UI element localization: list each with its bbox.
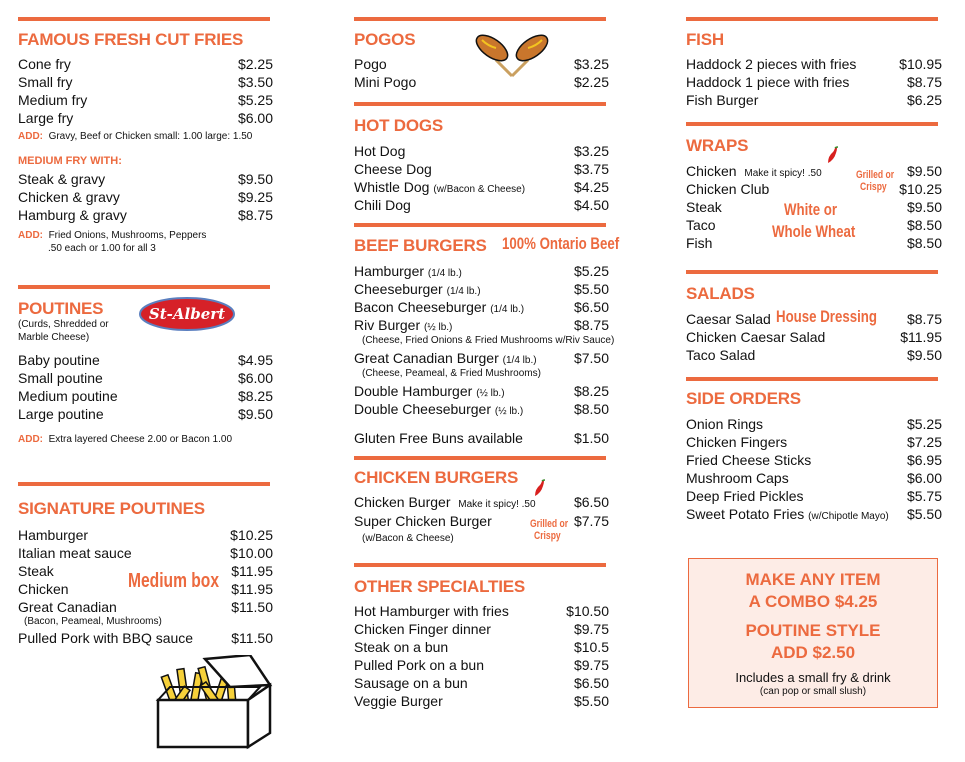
divider [686,17,938,21]
grilled-or-crispy-label: Crispy [860,181,887,193]
section-title-fries: FAMOUS FRESH CUT FRIES [18,30,244,49]
divider [18,482,270,486]
section-title-fish: FISH [686,30,724,49]
house-dressing-label: House Dressing [776,307,877,326]
white-or-wheat-label: White or [784,200,838,219]
section-title-chicken: CHICKEN BURGERS [354,468,519,487]
combo-includes: Includes a small fry & drink [735,670,891,685]
section-title-salads: SALADS [686,284,755,303]
grilled-or-crispy-label: Grilled or [530,518,569,530]
grilled-or-crispy-label: Grilled or [856,169,895,181]
divider [686,270,938,274]
divider [686,122,938,126]
item-desc: (Bacon, Peameal, Mushrooms) [24,616,162,627]
chili-pepper-icon [826,146,840,164]
section-title-signature: SIGNATURE POUTINES [18,499,205,518]
poutine-desc: (Curds, Shredded or [18,319,109,330]
divider [354,17,606,21]
pogo-icon [472,30,552,78]
item-desc: (Cheese, Peameal, & Fried Mushrooms) [362,368,541,379]
divider [18,17,270,21]
item-desc: (w/Bacon & Cheese) [362,533,454,544]
add-note: ADD: Gravy, Beef or Chicken small: 1.00 large: 1.50 [18,131,253,142]
divider [686,377,938,381]
fries-box-icon [150,655,275,750]
ontario-beef-tag: 100% Ontario Beef [502,234,620,253]
add-note: ADD: Extra layered Cheese 2.00 or Bacon 1.00 [18,434,233,445]
st-albert-logo-text: St-Albert [148,305,226,323]
section-title-sides: SIDE ORDERS [686,389,801,408]
section-title-beef: BEEF BURGERS [354,236,487,255]
combo-line: MAKE ANY ITEM [745,570,881,589]
divider [18,285,270,289]
poutine-style-line: ADD $2.50 [770,643,856,662]
add-note: ADD: Fried Onions, Mushrooms, Peppers [18,230,207,241]
combo-box [688,558,938,708]
medium-box-label: Medium box [128,570,220,592]
section-title-wraps: WRAPS [686,136,749,155]
section-title-hotdogs: HOT DOGS [354,116,444,135]
divider [354,563,606,567]
poutine-style-line: POUTINE STYLE [745,621,881,640]
divider [354,223,606,227]
grilled-or-crispy-label: Crispy [534,530,561,542]
white-or-wheat-label: Whole Wheat [772,222,856,241]
section-title-pogos: POGOS [354,30,416,49]
item-desc: (Cheese, Fried Onions & Fried Mushrooms w/Riv Sauce) [362,335,615,346]
poutine-desc: Marble Cheese) [18,332,90,343]
divider [354,102,606,106]
divider [354,456,606,460]
add-note-line2: .50 each or 1.00 for all 3 [48,243,156,254]
medium-fry-with-label: MEDIUM FRY WITH: [18,155,122,167]
combo-line: A COMBO $4.25 [748,592,878,611]
section-title-other: OTHER SPECIALTIES [354,577,526,596]
section-title-poutines: POUTINES [18,299,104,318]
st-albert-logo-icon [138,296,236,332]
combo-includes-note: (can pop or small slush) [759,686,867,697]
